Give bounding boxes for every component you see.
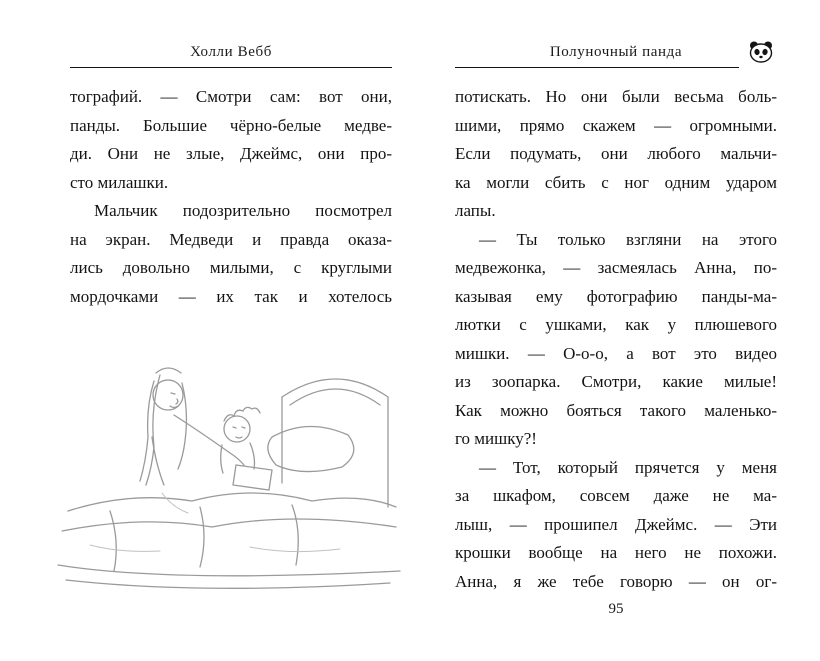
text-line: Мальчик подозрительно посмотрел [94, 201, 392, 220]
header-rule [455, 67, 739, 68]
text-line: тографий. — Смотри сам: вот они, [70, 87, 392, 106]
right-body-text [455, 83, 777, 596]
text-line: лыш, — прошипел Джеймс. — Эти [455, 514, 777, 534]
text-line: мордочками — их так и хотелось [70, 286, 392, 306]
paragraph [455, 83, 777, 226]
text-line: лютки с ушками, как у плюшевого [455, 315, 777, 334]
paragraph [70, 197, 392, 311]
text-line: из зоопарка. Смотри, какие милые! [455, 372, 777, 391]
text-line: шими, прямо скажем — огромными. [455, 115, 777, 135]
page-number: 95 [608, 601, 624, 617]
text-line: Анна, я же тебе говорю — он ог- [455, 571, 777, 591]
text-line: казывая ему фотографию панды-ма- [455, 286, 777, 306]
panda-icon [747, 40, 777, 64]
bed-reading-illustration [50, 315, 392, 595]
left-body-text [70, 83, 392, 311]
paragraph [70, 83, 392, 197]
running-head-author: Холли Вебб [190, 44, 272, 60]
paragraph [455, 226, 777, 454]
text-line: ди. Они не злые, Джеймс, они про- [70, 144, 392, 163]
text-line: медвежонка, — засмеялась Анна, по- [455, 258, 777, 277]
left-running-head [70, 0, 392, 68]
text-line: Как можно бояться такого маленько- [455, 400, 777, 420]
text-line: панды. Большие чёрно-белые медве- [70, 115, 392, 135]
right-page [455, 0, 777, 661]
text-line: на экран. Медведи и правда оказа- [70, 229, 392, 249]
right-running-head [455, 0, 777, 68]
text-line: го мишку?! [455, 429, 537, 448]
text-line: сто милашки. [70, 172, 169, 192]
text-line: — Тот, который прячется у меня [479, 457, 777, 477]
text-line: лись довольно милыми, с круглыми [70, 258, 392, 277]
running-head-title: Полуночный панда [549, 44, 683, 60]
paragraph [455, 454, 777, 597]
text-line: — Ты только взгляни на этого [479, 229, 777, 249]
text-line: потискать. Но они были весьма боль- [455, 87, 777, 106]
text-line: за шкафом, совсем даже не ма- [455, 486, 777, 505]
header-rule [70, 67, 392, 68]
text-line: ка могли сбить с ног одним ударом [455, 172, 777, 192]
text-line: крошки вообще на него не похожи. [455, 543, 777, 562]
text-line: лапы. [455, 201, 496, 220]
text-line: Если подумать, они любого мальчи- [455, 144, 777, 163]
text-line: мишки. — О-о-о, а вот это видео [455, 343, 777, 363]
left-page [70, 0, 392, 661]
